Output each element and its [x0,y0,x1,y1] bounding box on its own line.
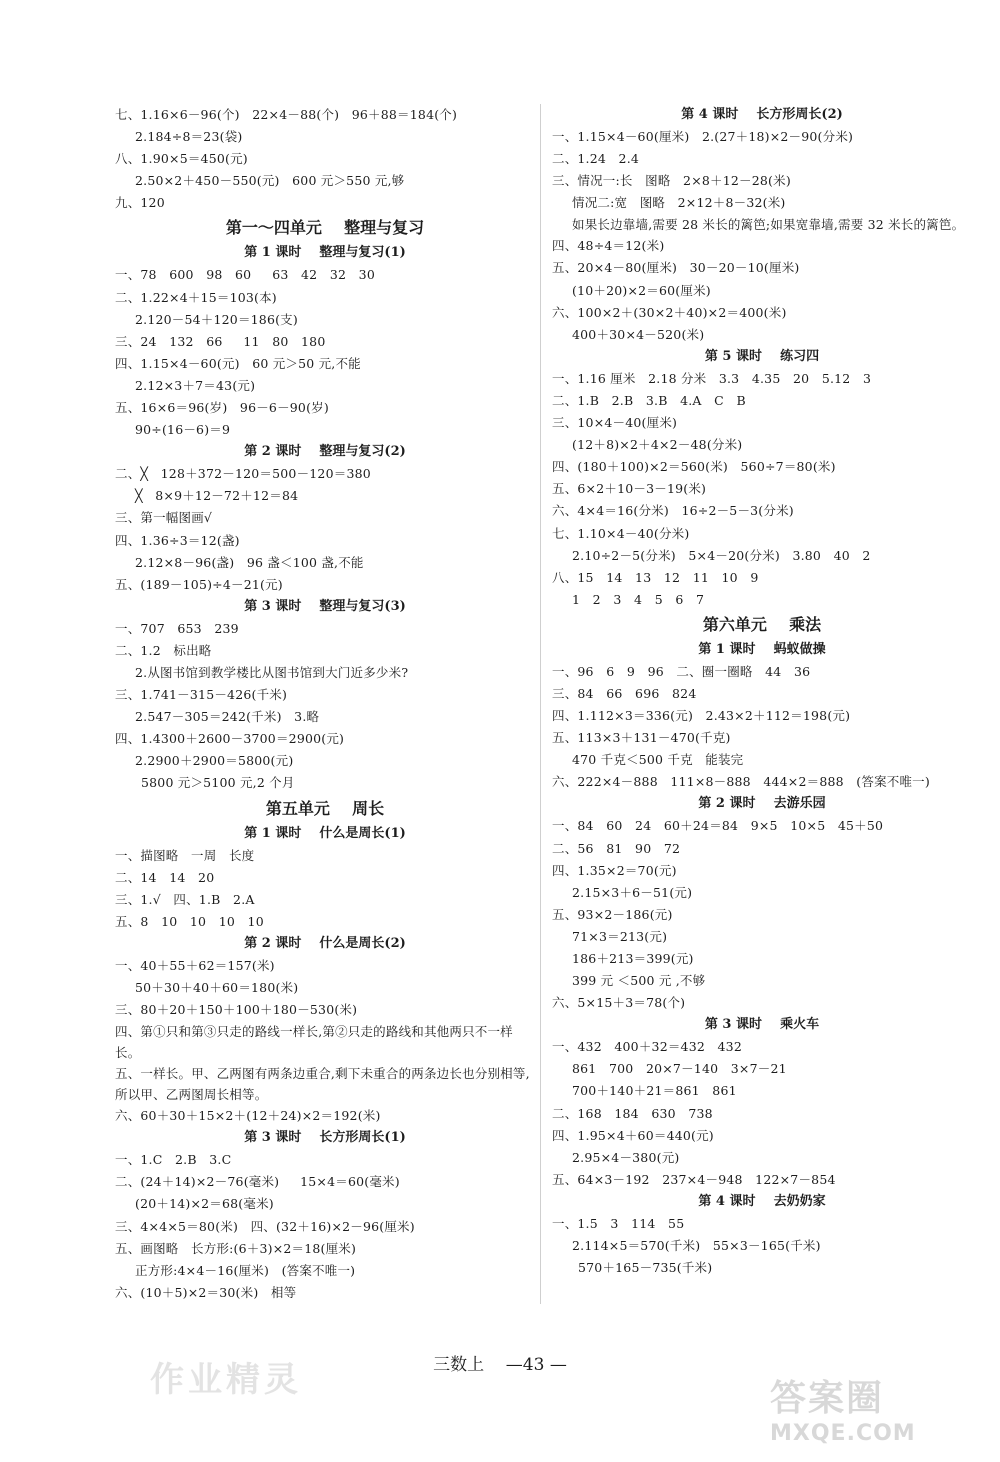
answer-line: (10＋20)×2＝60(厘米) [572,282,711,298]
right-column [552,104,972,1279]
answer-line: 三、4×4×5＝80(米) 四、(32＋16)×2－96(厘米) [115,1218,415,1234]
lesson-title: 第 1 课时 整理与复习(1) [244,245,406,261]
answer-line: (12＋8)×2＋4×2－48(分米) [572,437,743,453]
answer-line: 二、56 81 90 72 [552,840,681,856]
answer-line: 2.15×3＋6－51(元) [572,884,693,900]
answer-line: 四、(180＋100)×2＝560(米) 560÷7＝80(米) [552,459,836,475]
answer-line: 2.184÷8＝23(袋) [135,129,243,145]
answer-line: 2.12×3＋7＝43(元) [135,377,256,393]
answer-line: 一、432 400＋32＝432 432 [552,1039,742,1055]
answer-line: 2.10÷2－5(分米) 5×4－20(分米) 3.80 40 2 [572,547,871,563]
answer-line: 三、情况一:长 图略 2×8＋12－28(米) [552,173,791,189]
answer-line: 九、120 [115,195,165,211]
answer-line: 三、10×4－40(厘米) [552,415,678,431]
lesson-title: 第 4 课时 去奶奶家 [698,1193,826,1209]
unit-heading: 第一～四单元 整理与复习 [225,218,425,238]
answer-line: 五、16×6＝96(岁) 96－6－90(岁) [115,400,329,416]
answer-line: 六、60＋30＋15×2＋(12＋24)×2＝192(米) [115,1108,381,1124]
unit-heading: 第六单元 乘法 [702,614,822,634]
answer-line: 一、1.15×4－60(厘米) 2.(27＋18)×2－90(分米) [552,129,854,144]
answer-line: 五、一样长。甲、乙两图有两条边重合,剩下未重合的两条边长也分别相等,所以甲、乙两图周长相等。 [115,1066,530,1103]
lesson-title: 第 4 课时 长方形周长(2) [681,107,843,122]
answer-line: 二、1.B 2.B 3.B 4.A C B [552,392,746,408]
answer-line: 二、╳ 128＋372－120＝500－120＝380 [115,466,371,482]
answer-line: 六、222×4－888 111×8－888 444×2＝888 (答案不唯一) [552,774,930,790]
answer-line: 五、20×4－80(厘米) 30－20－10(厘米) [552,260,800,276]
answer-line: 2.547－305＝242(千米) 3.略 [135,709,320,725]
answer-line: 2.50×2＋450－550(元) 600 元＞550 元,够 [135,173,405,189]
answer-line: 四、48÷4＝12(米) [552,238,665,254]
answer-line: 2.从图书馆到教学楼比从图书馆到大门近多少米? [135,664,409,680]
lesson-title: 第 5 课时 练习四 [704,348,820,364]
answer-line: 399 元 ＜500 元 ,不够 [572,973,706,989]
answer-line: 五、8 10 10 10 10 [115,913,264,929]
answer-line: 四、1.35×2＝70(元) [552,862,677,878]
lesson-title: 第 2 课时 去游乐园 [698,796,826,812]
answer-line: 700＋140＋21＝861 861 [572,1083,737,1099]
answer-line: 400＋30×4－520(米) [572,326,705,342]
lesson-title: 第 3 课时 乘火车 [704,1017,820,1033]
answer-line: 90÷(16－6)＝9 [135,422,231,438]
answer-line: 71×3＝213(元) [572,928,668,944]
answer-line: 五、6×2＋10－3－19(米) [552,481,707,497]
watermark-url: MXQE.COM [770,1421,916,1446]
unit-heading: 第五单元 周长 [265,798,385,818]
lesson-title: 第 2 课时 整理与复习(2) [244,444,406,460]
answer-line: 三、1.741－315－426(千米) [115,687,288,703]
answer-line: 七、1.10×4－40(分米) [552,525,690,541]
answer-line: 一、1.5 3 114 55 [552,1215,685,1231]
answer-line: (20＋14)×2＝68(毫米) [135,1196,274,1212]
answer-line: 四、1.112×3＝336(元) 2.43×2＋112＝198(元) [552,708,851,724]
answer-line: 五、64×3－192 237×4－948 122×7－854 [552,1171,836,1187]
answer-line: 三、第一幅图画√ [115,510,213,526]
answer-line: 七、1.16×6－96(个) 22×4－88(个) 96＋88＝184(个) [115,107,458,122]
lesson-title: 第 3 课时 长方形周长(1) [244,1130,406,1146]
answer-line: 2.2900＋2900＝5800(元) [135,753,294,769]
answer-line: 一、96 6 9 96 二、圈一圈略 44 36 [552,663,811,679]
answer-line: 二、168 184 630 738 [552,1105,713,1121]
answer-line: 三、84 66 696 824 [552,685,697,701]
answer-line: 三、80＋20＋150＋100＋180－530(米) [115,1002,358,1018]
watermark-logo-left: 作业精灵 [150,1360,302,1400]
answer-line: 2.114×5＝570(千米) 55×3－165(千米) [572,1238,821,1254]
answer-line: 四、1.4300＋2600－3700＝2900(元) [115,731,345,747]
answer-line: 六、(10＋5)×2＝30(米) 相等 [115,1284,297,1300]
answer-line: 八、15 14 13 12 11 10 9 [552,569,759,585]
answer-line: 一、40＋55＋62＝157(米) [115,957,275,973]
answer-line: 三、24 132 66 11 80 180 [115,333,326,349]
answer-line: 1 2 3 4 5 6 7 [572,591,705,607]
answer-line: 正方形:4×4－16(厘米) (答案不唯一) [135,1262,356,1278]
answer-line: 861 700 20×7－140 3×7－21 [572,1061,787,1077]
answer-line: 四、第①只和第③只走的路线一样长,第②只走的路线和其他两只不一样长。 [115,1024,513,1061]
answer-line: 五、(189－105)÷4－21(元) [115,576,283,592]
answer-line: 如果长边靠墙,需要 28 米长的篱笆;如果宽靠墙,需要 32 米长的篱笆。 [572,217,965,233]
answer-line: 一、1.C 2.B 3.C [115,1152,232,1168]
watermark-logo-right [770,1375,980,1457]
answer-line: 一、78 600 98 60 63 42 32 30 [115,267,375,283]
answer-line: 50＋30＋40＋60＝180(米) [135,980,299,995]
answer-line: 五、113×3＋131－470(千克) [552,730,731,746]
page-footer: 三数上 —43 — [433,1355,567,1375]
answer-line: 四、1.95×4＋60＝440(元) [552,1127,714,1143]
answer-line: 四、1.36÷3＝12(盏) [115,532,240,548]
answer-line: 二、14 14 20 [115,869,215,885]
answer-line: 570＋165－735(千米) [578,1260,713,1276]
answer-line: 六、4×4＝16(分米) 16÷2－5－3(分米) [552,503,794,519]
answer-line: 二、(24＋14)×2－76(毫米) 15×4＝60(毫米) [115,1174,400,1190]
answer-line: 一、描图略 一周 长度 [115,847,255,863]
answer-line: 情况二:宽 图略 2×12＋8－32(米) [572,195,786,211]
left-column [115,104,535,1304]
answer-line: 5800 元＞5100 元,2 个月 [141,775,295,791]
answer-line: 五、93×2－186(元) [552,906,673,922]
answer-line: 470 千克＜500 千克 能装完 [572,752,744,768]
answer-line: ╳ 8×9＋12－72＋12＝84 [135,488,299,504]
lesson-title: 第 3 课时 整理与复习(3) [244,598,406,614]
answer-line: 二、1.2 标出略 [115,642,212,658]
answer-line: 一、84 60 24 60＋24＝84 9×5 10×5 45＋50 [552,818,884,834]
answer-line: 二、1.24 2.4 [552,151,640,167]
lesson-title: 第 1 课时 蚂蚁做操 [698,641,826,657]
answer-line: 2.120－54＋120＝186(支) [135,311,298,327]
lesson-title: 第 2 课时 什么是周长(2) [244,935,406,951]
answer-line: 六、5×15＋3＝78(个) [552,995,686,1011]
column-divider [540,104,541,1304]
answer-line: 六、100×2＋(30×2＋40)×2＝400(米) [552,304,787,320]
answer-line: 2.12×8－96(盏) 96 盏＜100 盏,不能 [135,554,364,570]
answer-line: 一、1.16 厘米 2.18 分米 3.3 4.35 20 5.12 3 [552,370,872,386]
lesson-title: 第 1 课时 什么是周长(1) [244,825,406,841]
watermark-title: 答案圈 [770,1377,885,1419]
answer-line: 五、画图略 长方形:(6＋3)×2＝18(厘米) [115,1240,357,1256]
answer-line: 2.95×4－380(元) [572,1149,680,1165]
answer-line: 二、1.22×4＋15＝103(本) [115,289,277,305]
answer-line: 186＋213＝399(元) [572,951,694,966]
answer-line: 四、1.15×4－60(元) 60 元＞50 元,不能 [115,355,361,371]
answer-line: 三、1.√ 四、1.B 2.A [115,891,255,907]
answer-line: 八、1.90×5＝450(元) [115,151,248,167]
answer-line: 一、707 653 239 [115,620,239,636]
